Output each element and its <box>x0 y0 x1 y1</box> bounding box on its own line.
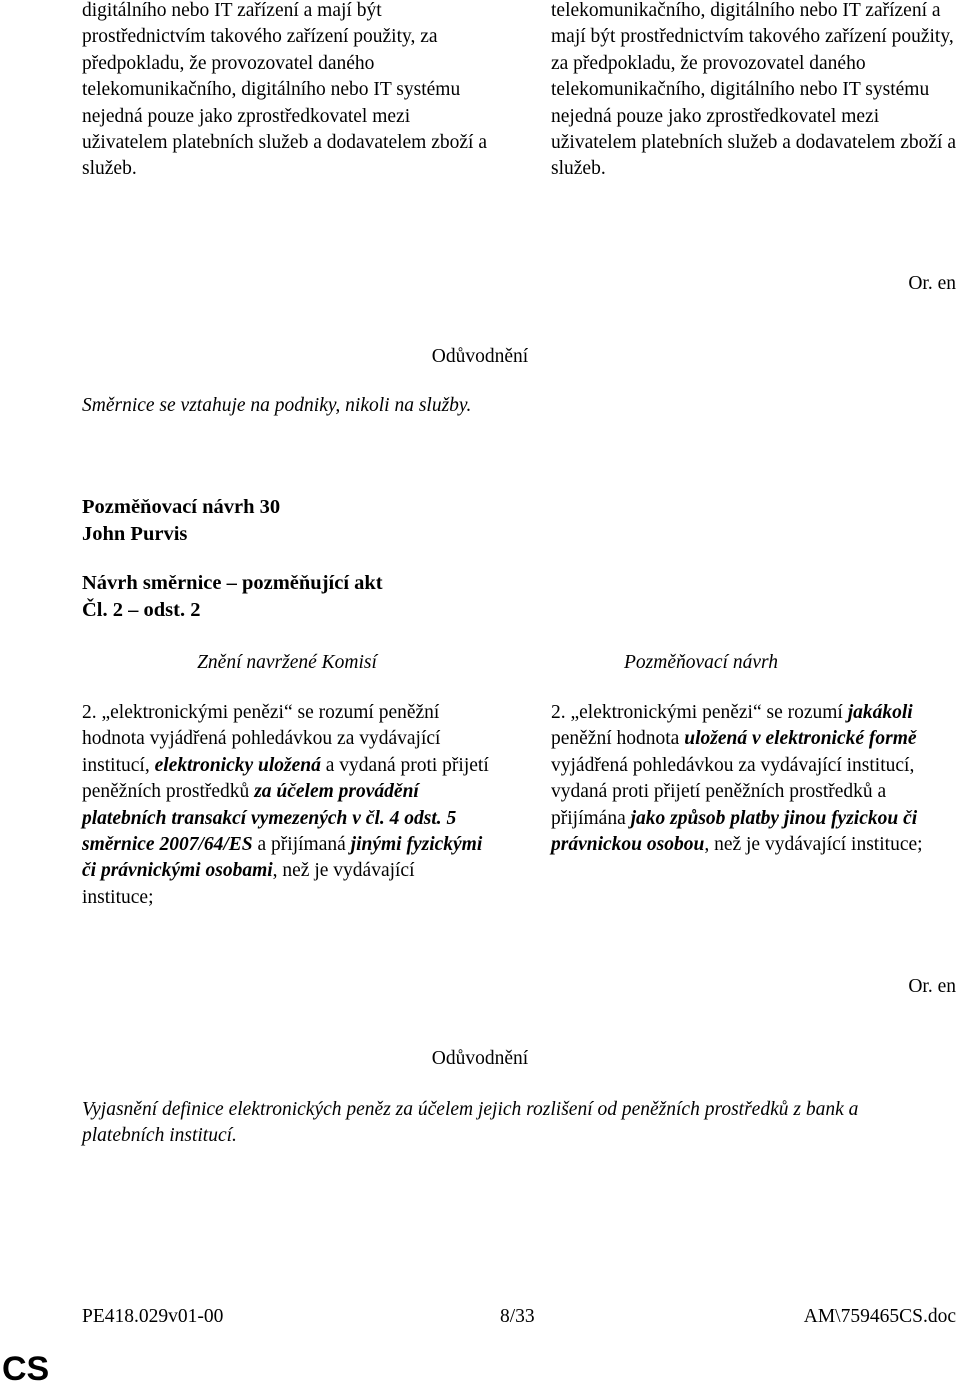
emphasis-segment: jakákoli <box>847 702 913 723</box>
text-segment: a vydaná proti přijetí peněžních prostředků <box>82 754 489 803</box>
text-segment: , než je vydávající instituce; <box>704 834 923 856</box>
right-column-header: Pozměňovací návrh <box>624 652 778 673</box>
emphasis-segment: za účelem provádění platebních transakcí vymezených v čl. 4 odst. 5 směrnice 2007/64/ES <box>82 781 457 856</box>
emphasis-segment: uložená v elektronické formě <box>684 728 917 750</box>
amendment-article: Čl. 2 – odst. 2 <box>82 599 201 621</box>
justification-heading-1: Odůvodnění <box>431 346 529 367</box>
amendment-title: Pozměňovací návrh 30 <box>82 496 281 518</box>
commission-text <box>82 700 490 911</box>
text-segment: 2. „elektronickými penězi“ se rozumí <box>551 702 848 723</box>
emphasis-segment: jinými fyzickými či právnickými osobami <box>82 834 483 882</box>
original-language-2: Or. en <box>908 976 956 997</box>
left-column-header: Znění navržené Komisí <box>197 652 377 673</box>
text-segment: 2. „elektronickými penězi“ se rozumí peněžní hodnota vyjádřená pohledávkou za vydávající institucí, <box>82 702 441 776</box>
amendment-act: Návrh směrnice – pozměňující akt <box>82 572 383 594</box>
footer-reference: PE418.029v01-00 <box>82 1306 224 1327</box>
original-language-1: Or. en <box>908 273 956 294</box>
text-segment: a přijímaná <box>252 834 351 856</box>
text-segment: peněžní hodnota <box>551 728 685 750</box>
justification-heading-2: Odůvodnění <box>431 1048 529 1069</box>
top-left-paragraph: digitálního nebo IT zařízení a mají být prostřednictvím takového zařízení použity, za předpokladu, že provozovatel daného telekomunikačního, digitálního nebo IT systému nejedná pouze jako zprostředkovatel mezi uživatelem platebních služeb a dodavatelem zboží a služeb. <box>82 0 487 180</box>
footer-document-id: AM\759465CS.doc <box>803 1306 956 1327</box>
footer-page-number: 8/33 <box>500 1306 535 1327</box>
justification-text-1: Směrnice se vztahuje na podniky, nikoli na služby. <box>82 395 472 416</box>
amendment-text <box>551 700 960 858</box>
justification-text-2: Vyjasnění definice elektronických peněz za účelem jejich rozlišení od peněžních prostředků z bank a platebních institucí. <box>82 1099 859 1147</box>
text-segment: vyjádřená pohledávkou za vydávající institucí, vydaná proti přijetí peněžních prostředků a přijímána <box>551 754 915 829</box>
language-code: CS <box>2 1350 50 1388</box>
top-right-paragraph: telekomunikačního, digitálního nebo IT zařízení a mají být prostřednictvím takového zařízení použity, za předpokladu, že provozovatel daného telekomunikačního, digitálního nebo IT systému nejedná pouze jako zprostředkovatel mezi uživatelem platebních služeb a dodavatelem zboží a služeb. <box>551 0 956 180</box>
amendment-author: John Purvis <box>82 523 188 545</box>
text-segment: , než je vydávající instituce; <box>82 860 415 908</box>
emphasis-segment: elektronicky uložená <box>154 754 321 776</box>
emphasis-segment: jako způsob platby jinou fyzickou či právnickou osobou <box>551 807 918 856</box>
